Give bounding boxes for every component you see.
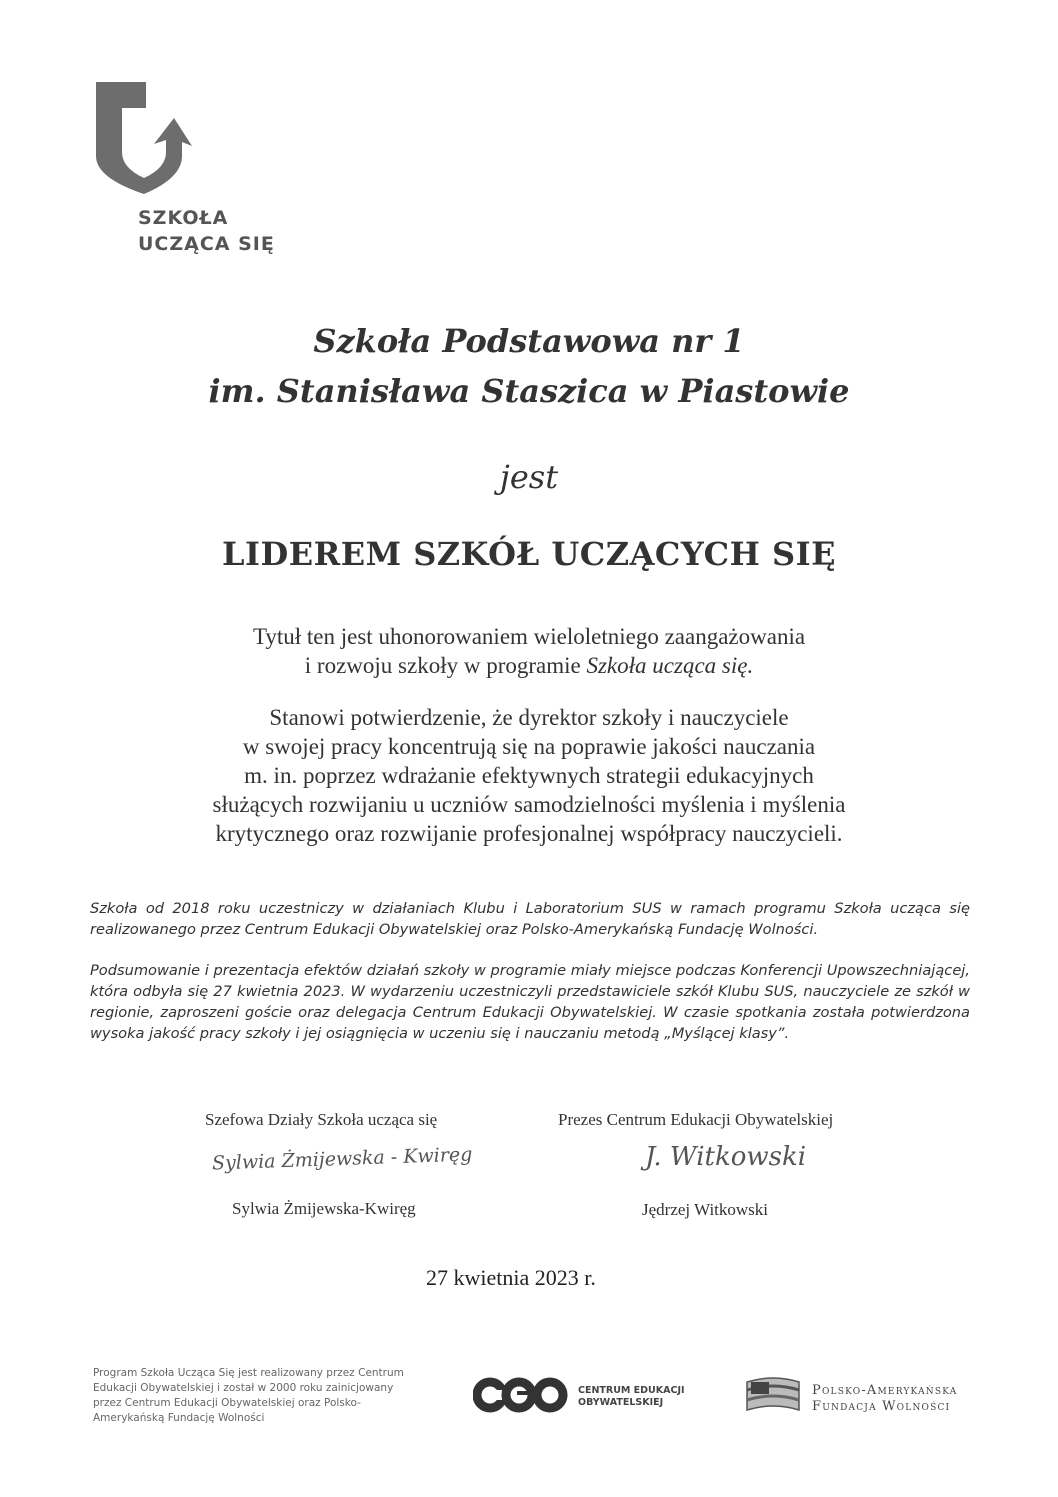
right-signatory-role: Prezes Centrum Edukacji Obywatelskiej [558, 1110, 834, 1129]
small-paragraph-2: Podsumowanie i prezentacja efektów działań szkoły w programie miały miejsce podczas Konferencji Upowszechniającej, która odbyła się 27 kwietnia 2023. W wydarzeniu uczestniczyli przedstawiciele szkół Klubu SUS, nauczyciele ze szkół w regionie, zaproszeni goście oraz delegacja Centrum Edukacji Obywatelskiej. W czasie spotkania została potwierdzona wysoka jakość pracy szkoły i jej osiągnięcia w uczeniu się i nauczaniu metodą „Myślącej klasy”. [90, 962, 970, 1042]
ceo-logo-icon [473, 1376, 569, 1414]
ceo-name-line-2: OBYWATELSKIEJ [578, 1397, 664, 1408]
pafw-name-line-2: Fundacja Wolności [812, 1399, 951, 1414]
paragraph-1-line-1: Tytuł ten jest uhonorowaniem wieloletniego zaangażowania [252, 624, 806, 649]
school-name [0, 316, 1058, 416]
right-signatory-name: Jędrzej Witkowski [642, 1200, 769, 1219]
paragraph-2 [0, 703, 1058, 848]
logo-line-1: SZKOŁA [138, 207, 229, 229]
pafw-flag-logo-icon [745, 1376, 801, 1416]
ceo-name-line-1: CENTRUM EDUKACJI [578, 1385, 685, 1396]
paragraph-2-line: służących rozwijaniu u uczniów samodzielności myślenia i myślenia [212, 792, 846, 817]
program-name-italic: Szkoła ucząca się. [586, 653, 754, 678]
paragraph-2-line: w swojej pracy koncentrują się na poprawie jakości nauczania [242, 734, 816, 759]
school-name-line-1: Szkoła Podstawowa nr 1 [313, 322, 745, 360]
logo-line-2: UCZĄCA SIĘ [138, 233, 275, 255]
right-handwritten-signature: J. Witkowski [645, 1142, 807, 1172]
pafw-name-line-1: Polsko-Amerykańska [812, 1383, 958, 1398]
paragraph-1-line-2-text: i rozwoju szkoły w programie [304, 653, 587, 678]
left-signatory-role: Szefowa Działy Szkoła ucząca się [205, 1110, 438, 1129]
szkola-uczaca-sie-logo-icon [88, 74, 200, 196]
paragraph-2-line: krytycznego oraz rozwijanie profesjonalnej współpracy nauczycieli. [215, 821, 843, 846]
paragraph-1-line-2 [0, 651, 1058, 680]
certificate-date: 27 kwietnia 2023 r. [426, 1265, 596, 1290]
footer-program-text: Program Szkoła Ucząca Się jest realizowany przez Centrum Edukacji Obywatelskiej i został w 2000 roku zainicjowany przez Centrum Edukacji Obywatelskiej oraz Polsko-Amerykańską Fundację Wolności [93, 1367, 404, 1424]
ceo-name [578, 1385, 685, 1409]
small-paragraph-1: Szkoła od 2018 roku uczestniczy w działaniach Klubu i Laboratorium SUS w ramach programu Szkoła ucząca się realizowanego przez Centrum Edukacji Obywatelskiej oraz Polsko-Amerykańską Fundację Wolności. [90, 900, 970, 938]
left-signatory-name: Sylwia Żmijewska-Kwiręg [232, 1199, 416, 1218]
pafw-name [812, 1383, 958, 1415]
paragraph-2-line: m. in. poprzez wdrażanie efektywnych strategii edukacyjnych [244, 763, 814, 788]
left-handwritten-signature: Sylwia Żmijewska - Kwiręg [211, 1143, 473, 1175]
paragraph-2-line: Stanowi potwierdzenie, że dyrektor szkoły i nauczyciele [269, 705, 789, 730]
paragraph-1 [0, 622, 1058, 680]
logo-text [138, 205, 275, 257]
school-name-line-2: im. Stanisława Staszica w Piastowie [208, 372, 850, 410]
headline: LIDEREM SZKÓŁ UCZĄCYCH SIĘ [222, 535, 836, 573]
jest-text: jest [499, 458, 559, 496]
